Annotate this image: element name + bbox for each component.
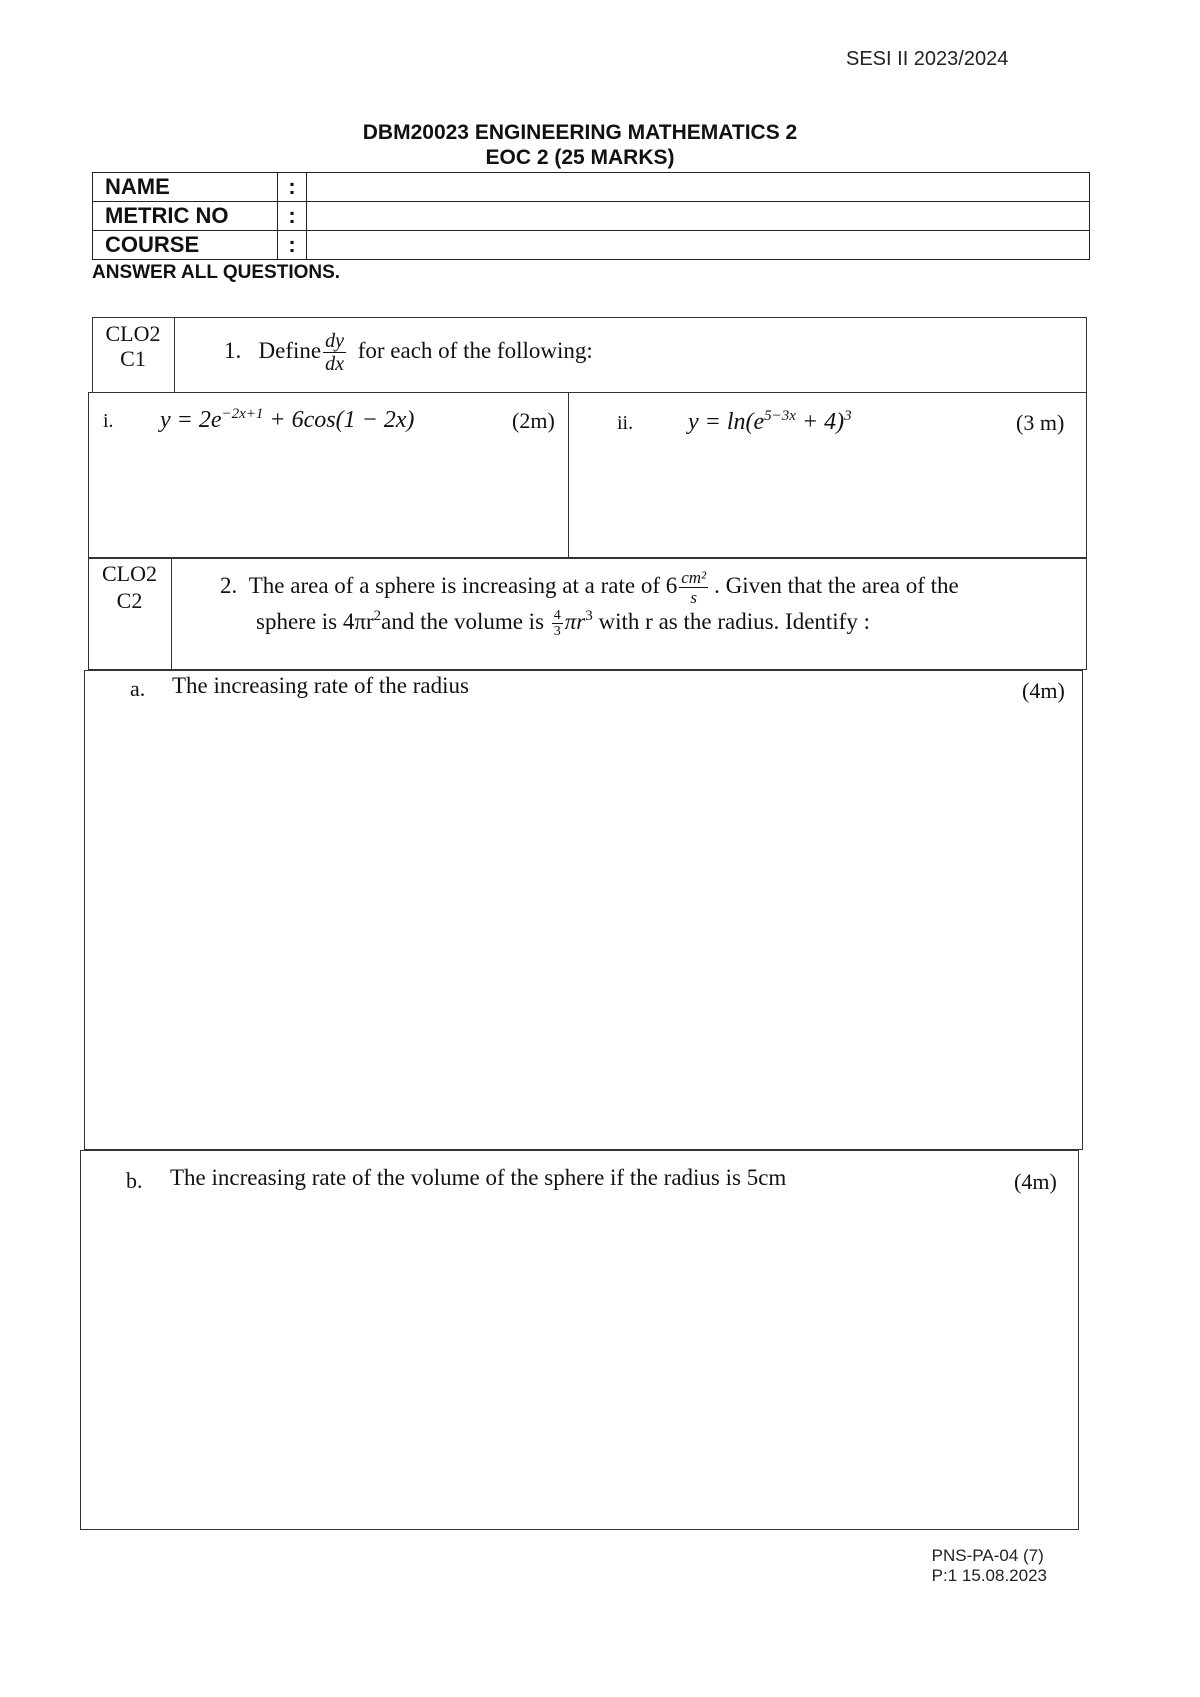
volume-fraction: $\frac{4}{3}$ bbox=[553, 608, 561, 639]
q2a-marks: (4m) bbox=[1022, 678, 1065, 703]
student-info-row-course bbox=[93, 231, 1089, 259]
question-2-text-line-2: sphere is $4\pi r^2and$ the volume is $\frac{4}{3}$ $\pi r^3$ with r as the radius. Identify : bbox=[256, 608, 870, 639]
student-info-table bbox=[92, 172, 1090, 260]
course-field[interactable] bbox=[307, 231, 1089, 259]
question-2a-answer-area[interactable] bbox=[84, 670, 1083, 1150]
rate-fraction: $\frac{\text{cm²}}{s}$ bbox=[681, 568, 707, 607]
question-1-text bbox=[224, 330, 593, 375]
instruction-text: ANSWER ALL QUESTIONS. bbox=[92, 262, 341, 283]
q2-level: C2 bbox=[116, 588, 143, 613]
q1-part-ii-equation: $y = \ln(e^{5-3x} + 4)^3$ bbox=[688, 408, 852, 435]
q1-part-i-number: i. bbox=[103, 410, 114, 432]
q2b-letter: b. bbox=[126, 1168, 143, 1193]
q1-number: 1. bbox=[224, 337, 242, 363]
q1-part-ii-number: ii. bbox=[617, 412, 634, 434]
student-info-row-name bbox=[93, 173, 1089, 202]
session-label: SESI II 2023/2024 bbox=[846, 48, 1009, 70]
q2b-marks: (4m) bbox=[1014, 1169, 1057, 1194]
metric-no-field[interactable] bbox=[307, 202, 1089, 230]
q2-number: 2. bbox=[220, 572, 238, 598]
question-1-clo bbox=[92, 317, 175, 393]
q1-suffix: for each of the following: bbox=[357, 337, 593, 363]
question-2b-answer-area[interactable] bbox=[80, 1150, 1079, 1530]
page-title bbox=[0, 120, 1160, 170]
footer bbox=[932, 1546, 1047, 1586]
student-info-row-metric bbox=[93, 202, 1089, 231]
q1-clo-code: CLO2 bbox=[105, 321, 161, 346]
q1-part-i-equation: $y = 2e^{-2x+1} + 6\cos(1 - 2x)$ bbox=[160, 406, 415, 433]
metric-no-label: METRIC NO bbox=[93, 202, 278, 230]
q2a-text: The increasing rate of the radius bbox=[172, 673, 469, 698]
q1-prefix: Define bbox=[258, 337, 322, 363]
q2-clo-code: CLO2 bbox=[102, 561, 157, 586]
q1-part-i-marks: (2m) bbox=[512, 408, 555, 433]
name-field[interactable] bbox=[307, 173, 1089, 201]
assessment-title: EOC 2 (25 MARKS) bbox=[485, 146, 675, 169]
form-code: PNS-PA-04 (7) bbox=[931, 1546, 1044, 1565]
revision-date: P:1 15.08.2023 bbox=[931, 1566, 1047, 1585]
q2b-text: The increasing rate of the volume of the sphere if the radius is 5cm bbox=[170, 1165, 787, 1190]
question-2-clo bbox=[88, 558, 172, 670]
name-label: NAME bbox=[93, 173, 278, 201]
question-1-divider bbox=[568, 392, 569, 558]
course-colon: : bbox=[278, 231, 307, 259]
question-2-text-line-1: 2. The area of a sphere is increasing at a rate of 6 $\frac{\text{cm²}}{s}$ . Given that the area of the bbox=[220, 568, 959, 607]
q2a-letter: a. bbox=[130, 676, 146, 701]
q1-level: C1 bbox=[120, 346, 146, 371]
course-title: DBM20023 ENGINEERING MATHEMATICS 2 bbox=[362, 121, 798, 144]
dy-dx-fraction: $\frac{dy}{dx}$ bbox=[325, 330, 344, 375]
metric-no-colon: : bbox=[278, 202, 307, 230]
course-label: COURSE bbox=[93, 231, 278, 259]
q1-part-ii-marks: (3 m) bbox=[1016, 410, 1065, 435]
name-colon: : bbox=[278, 173, 307, 201]
